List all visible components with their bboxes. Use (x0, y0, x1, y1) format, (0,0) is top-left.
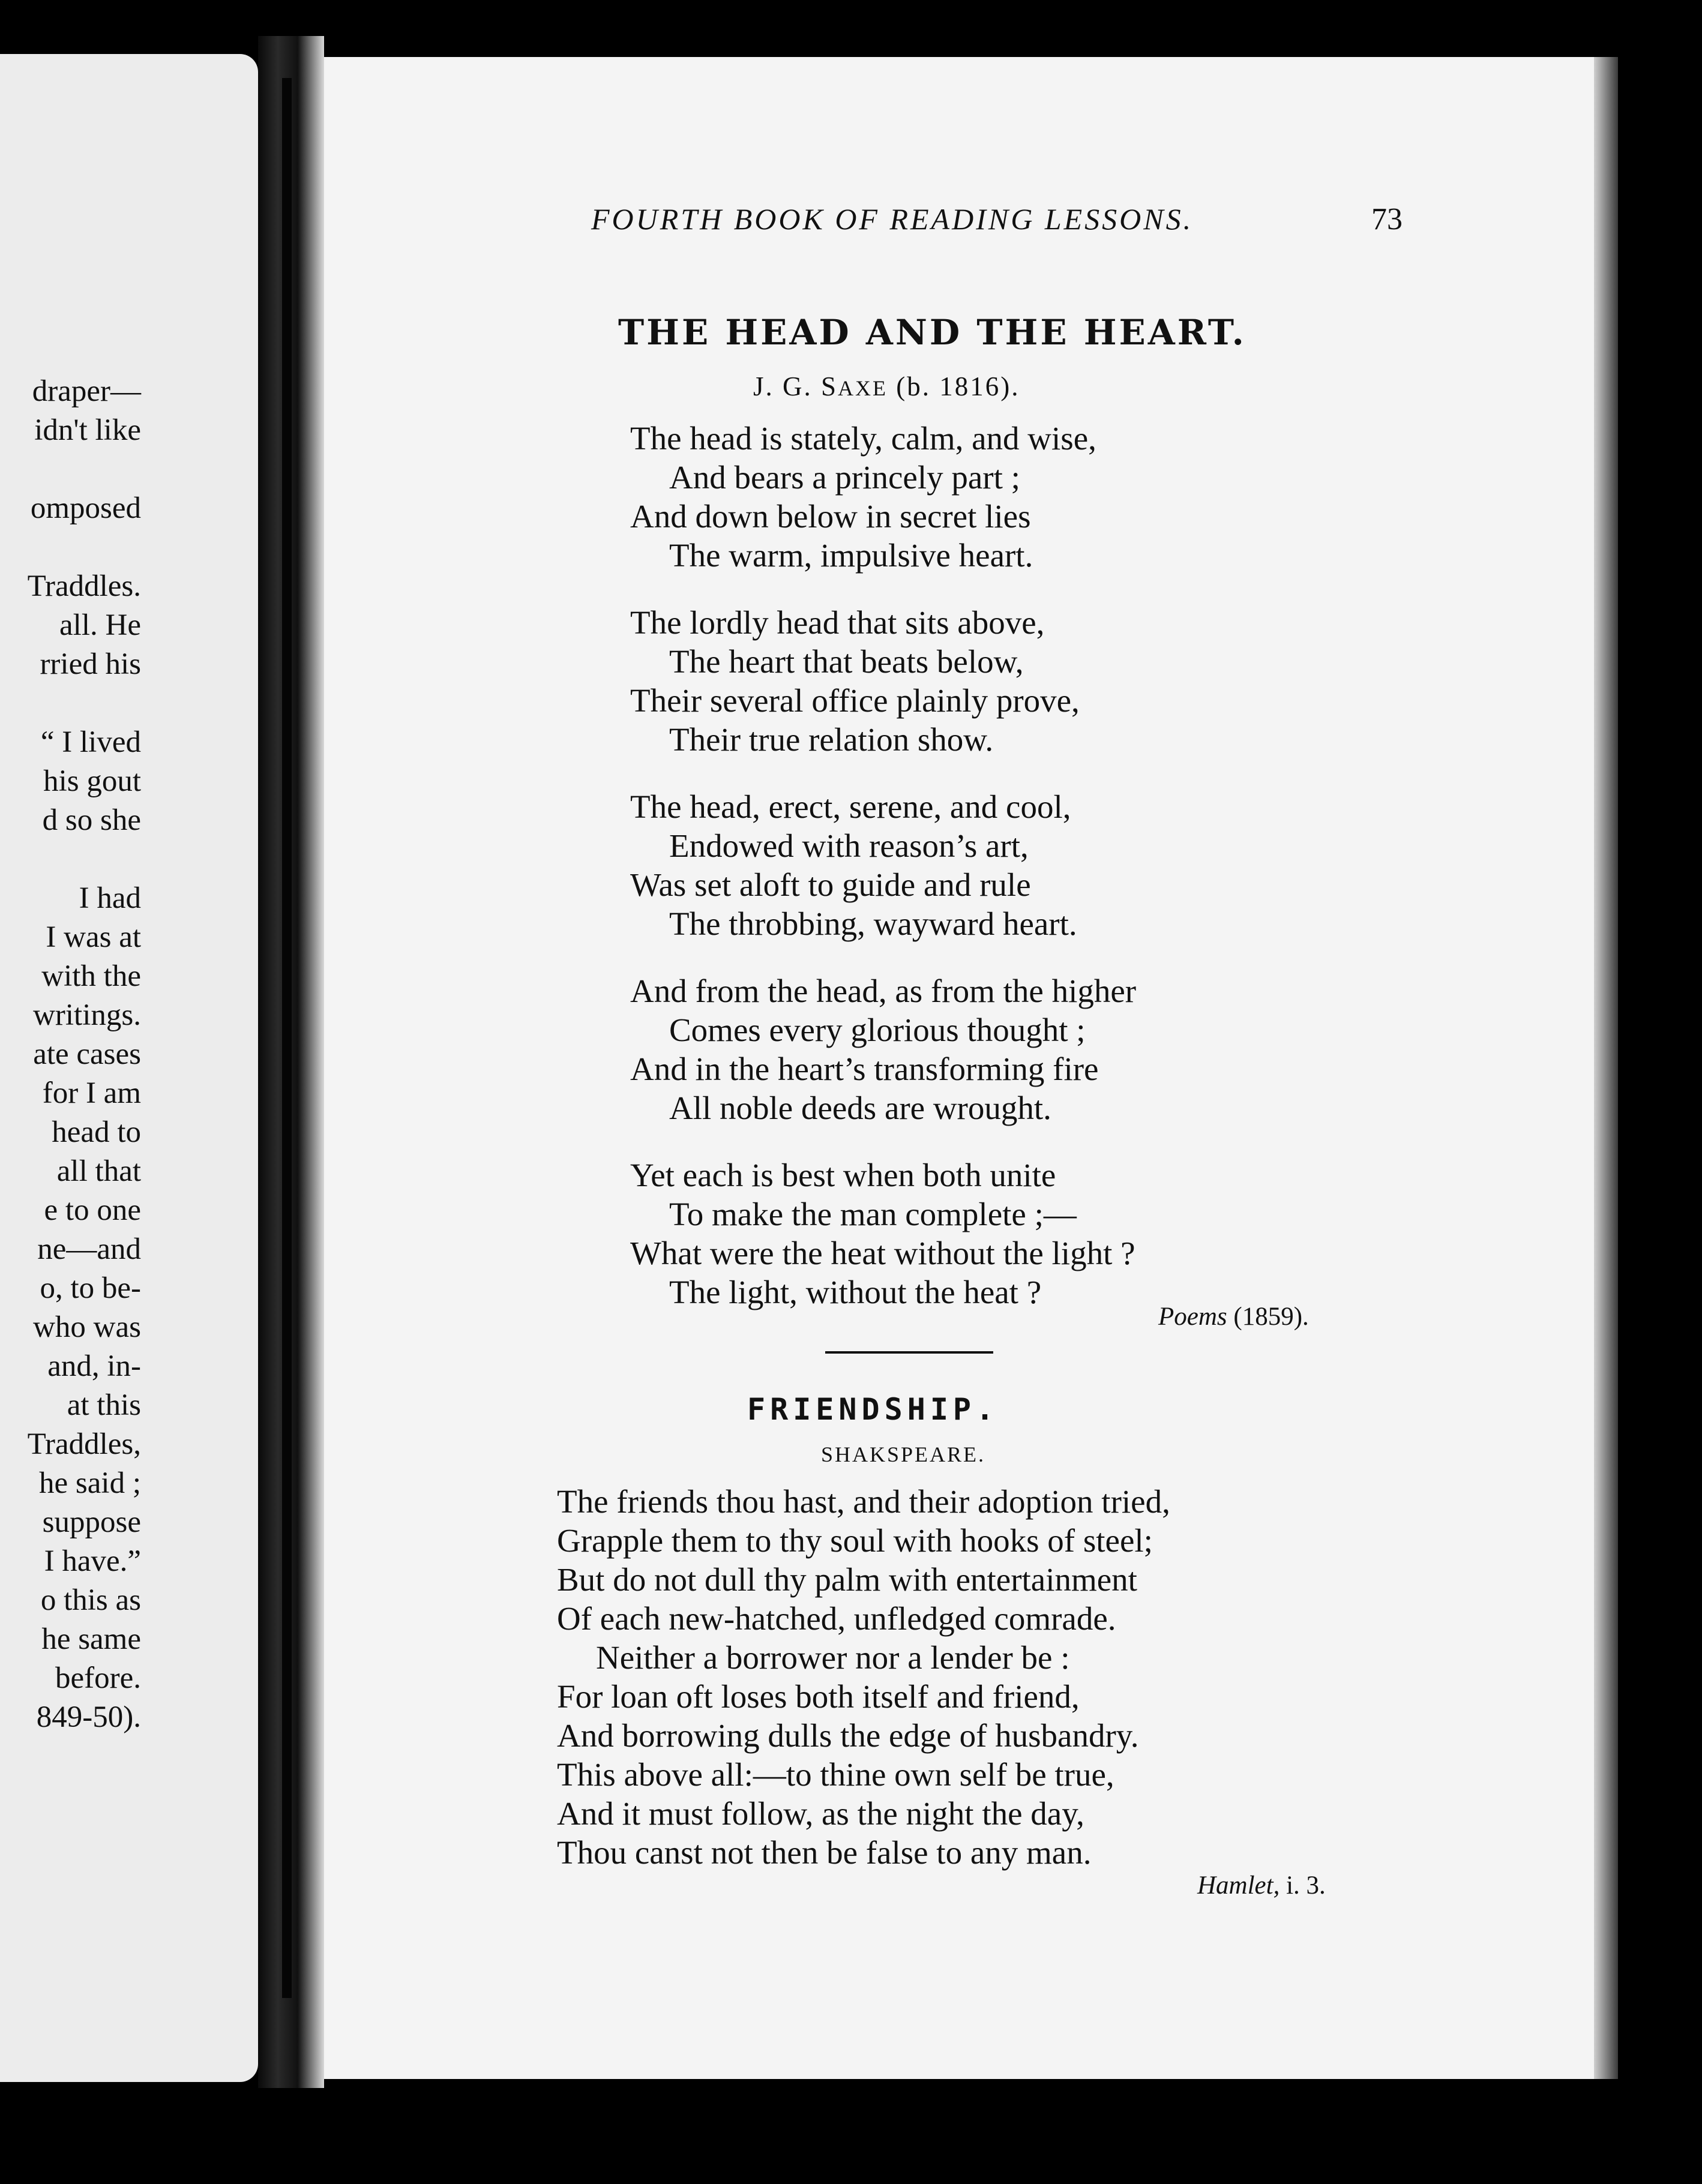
left-page-line: e to one (44, 1193, 141, 1227)
poem-source (1158, 1302, 1309, 1331)
verse-line: To make the man complete ;— (669, 1196, 1077, 1232)
author-initials: J. G. S (753, 371, 838, 401)
stanza (630, 971, 1136, 1127)
poem-title: THE HEAD AND THE HEART. (618, 312, 1246, 353)
left-page-line: rried his (40, 647, 141, 681)
left-page-line: I have.” (44, 1544, 141, 1578)
verse-line: The warm, impulsive heart. (669, 537, 1033, 574)
verse-line: The lordly head that sits above, (630, 604, 1045, 641)
left-page-line: I had (79, 881, 141, 915)
verse-line: Thou canst not then be false to any man. (557, 1834, 1092, 1871)
left-page-line: his gout (43, 764, 141, 798)
left-page-text (0, 372, 141, 1737)
verse-line: For loan oft loses both itself and friend, (557, 1678, 1080, 1715)
left-page-line: 849-50). (36, 1700, 141, 1734)
left-page-line: Traddles, (27, 1427, 141, 1461)
verse-line: But do not dull thy palm with entertainment (557, 1561, 1137, 1598)
left-page-line: draper— (32, 374, 141, 408)
source2-ref: i. 3. (1280, 1871, 1326, 1900)
verse-line: What were the heat without the light ? (630, 1235, 1135, 1271)
verse-line: Neither a borrower nor a lender be : (596, 1639, 1070, 1676)
source-year: (1859). (1227, 1303, 1309, 1331)
left-page (0, 54, 258, 2082)
stanza (630, 603, 1136, 759)
left-page-line: he same (41, 1622, 141, 1656)
left-page-line (0, 684, 141, 723)
verse-line: And in the heart’s transforming fire (630, 1051, 1099, 1087)
left-page-line: who was (33, 1310, 141, 1344)
left-page-line: “ I lived (40, 725, 141, 759)
verse-line: All noble deeds are wrought. (669, 1090, 1051, 1126)
source2-title: Hamlet, (1197, 1871, 1280, 1900)
left-page-line (0, 450, 141, 489)
author-surname-smallcaps: AXE (838, 376, 888, 400)
verse-line: And it must follow, as the night the day, (557, 1795, 1084, 1832)
verse-line: Their true relation show. (669, 721, 994, 758)
page-edge (1594, 57, 1618, 2079)
left-page-line (0, 840, 141, 879)
section-divider (825, 1351, 993, 1354)
stanza (630, 787, 1136, 943)
poem-author (753, 371, 1020, 402)
left-page-line: for I am (42, 1076, 141, 1110)
poem2-author: SHAKSPEARE. (821, 1442, 986, 1466)
left-page-line: ate cases (33, 1037, 141, 1071)
left-page-line: I was at (46, 920, 141, 954)
left-page-line: he said ; (39, 1466, 141, 1500)
left-page-line: all. He (59, 608, 141, 642)
left-page-line: and, in- (47, 1349, 141, 1383)
left-page-line: head to (52, 1115, 141, 1149)
verse-line: And from the head, as from the higher (630, 973, 1137, 1009)
page-number: 73 (1371, 202, 1403, 236)
left-page-line: writings. (33, 998, 141, 1032)
poem-body (630, 419, 1136, 1340)
left-page-line: omposed (30, 491, 141, 525)
verse-line: The head, erect, serene, and cool, (630, 788, 1071, 825)
verse-line: Of each new-hatched, unfledged comrade. (557, 1600, 1116, 1637)
verse-line: Yet each is best when both unite (630, 1157, 1056, 1193)
verse-line: And down below in secret lies (630, 498, 1031, 535)
poem2-body (557, 1482, 1170, 1872)
left-page-line: all that (56, 1154, 141, 1188)
source-title: Poems (1158, 1303, 1227, 1331)
left-page-line: ne—and (37, 1232, 141, 1266)
left-page-line: Traddles. (27, 569, 141, 603)
poem2-title: FRIENDSHIP. (747, 1392, 999, 1427)
author-dates: (b. 1816). (888, 371, 1020, 401)
verse-line: The heart that beats below, (669, 643, 1024, 680)
verse-line: This above all:—to thine own self be true, (557, 1756, 1114, 1793)
left-page-line: at this (67, 1388, 141, 1422)
stanza (630, 419, 1136, 575)
verse-line: Was set aloft to guide and rule (630, 866, 1031, 903)
left-page-line: o, to be- (40, 1271, 141, 1305)
left-page-line: d so she (42, 803, 141, 837)
left-page-line (0, 528, 141, 567)
verse-line: Their several office plainly prove, (630, 682, 1080, 719)
verse-line: Endowed with reason’s art, (669, 827, 1029, 864)
verse-line: The throbbing, wayward heart. (669, 905, 1077, 942)
left-page-line: idn't like (34, 413, 141, 447)
stanza (630, 1156, 1136, 1312)
left-page-line: before. (55, 1661, 141, 1695)
verse-line: Grapple them to thy soul with hooks of steel; (557, 1522, 1153, 1559)
gutter-shadow (282, 78, 292, 1998)
poem2-source (1197, 1871, 1326, 1900)
verse-line: The friends thou hast, and their adoption tried, (557, 1483, 1170, 1520)
verse-line: The head is stately, calm, and wise, (630, 420, 1096, 457)
left-page-line: suppose (42, 1505, 141, 1539)
verse-line: Comes every glorious thought ; (669, 1012, 1086, 1048)
left-page-line: with the (41, 959, 141, 993)
running-header: FOURTH BOOK OF READING LESSONS. (591, 202, 1194, 236)
left-page-line: o this as (40, 1583, 141, 1617)
verse-line: And bears a princely part ; (669, 459, 1020, 496)
verse-line: And borrowing dulls the edge of husbandry. (557, 1717, 1139, 1754)
verse-line: The light, without the heat ? (669, 1274, 1042, 1310)
